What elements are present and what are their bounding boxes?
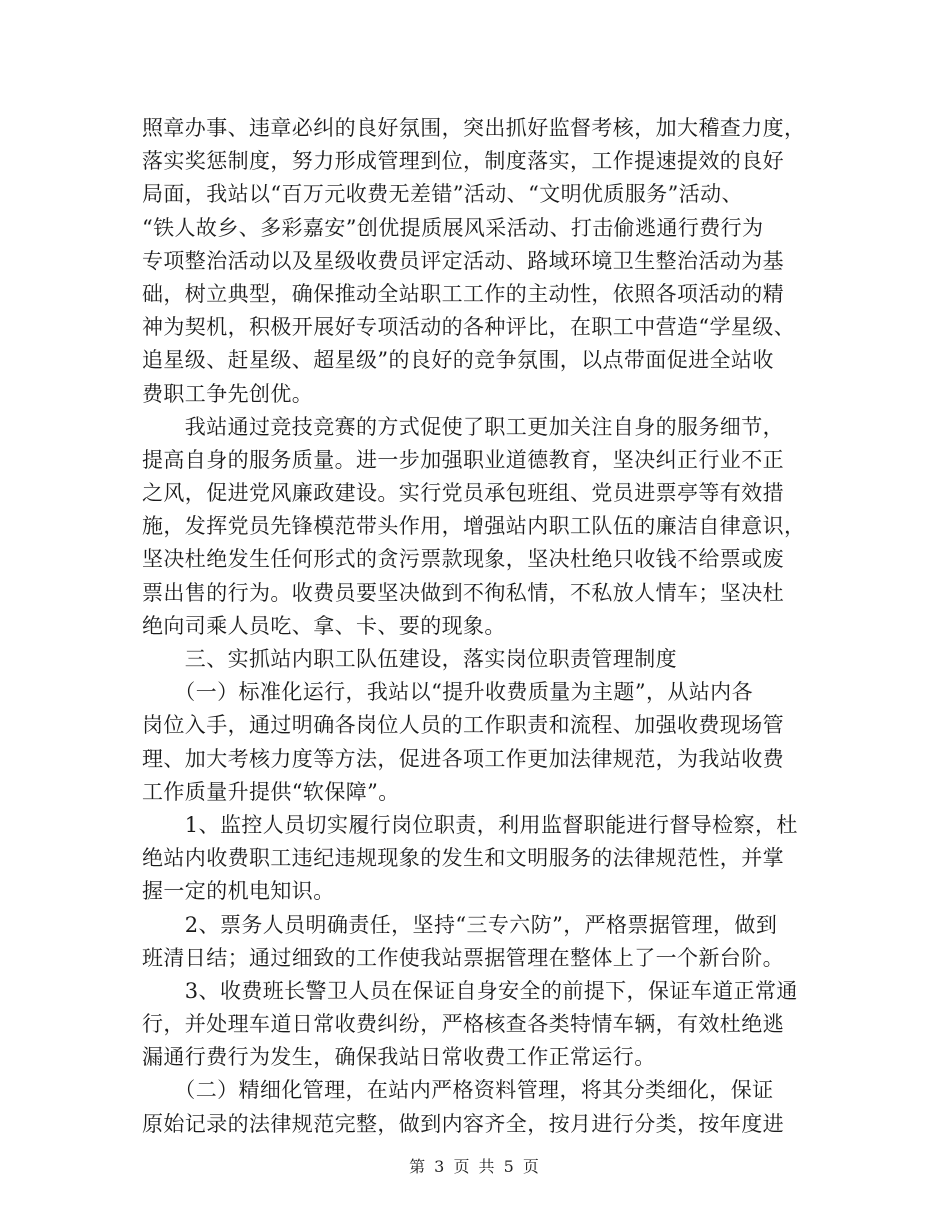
text-line: 础，树立典型，确保推动全站职工工作的主动性，依照各项活动的精 — [142, 281, 784, 306]
body-text — [142, 112, 810, 1141]
text-line: 握一定的机电知识。 — [142, 879, 335, 904]
page-number-footer: 第 3 页 共 5 页 — [409, 1157, 541, 1176]
text-line: 施，发挥党员先锋模范带头作用，增强站内职工队伍的廉洁自律意识， — [142, 514, 806, 539]
text-line: 我站通过竞技竞赛的方式促使了职工更加关注自身的服务细节， — [142, 414, 784, 439]
text-line: 神为契机，积极开展好专项活动的各种评比，在职工中营造“学星级、 — [142, 315, 796, 340]
text-line: （一）标准化运行，我站以“提升收费质量为主题”，从站内各 — [142, 680, 753, 705]
text-line: 之风，促进党风廉政建设。实行党员承包班组、党员进票亭等有效措 — [142, 481, 784, 506]
text-line: 绝站内收费职工违纪违规现象的发生和文明服务的法律规范性，并掌 — [142, 846, 784, 871]
text-line: “铁人故乡、多彩嘉安”创优提质展风采活动、打击偷逃通行费行为 — [142, 215, 764, 240]
text-line: 3、收费班长警卫人员在保证自身安全的前提下，保证车道正常通 — [142, 978, 798, 1003]
text-line: 费职工争先创优。 — [142, 381, 314, 406]
text-line: 提高自身的服务质量。进一步加强职业道德教育，坚决纠正行业不正 — [142, 447, 784, 472]
text-line: 照章办事、违章必纠的良好氛围，突出抓好监督考核，加大稽查力度， — [142, 116, 806, 140]
text-line: 票出售的行为。收费员要坚决做到不徇私情，不私放人情车；坚决杜 — [142, 580, 784, 605]
text-line: 局面，我站以“百万元收费无差错”活动、“文明优质服务”活动、 — [142, 182, 743, 207]
text-line: 岗位入手，通过明确各岗位人员的工作职责和流程、加强收费现场管 — [142, 713, 784, 738]
text-line: 班清日结；通过细致的工作使我站票据管理在整体上了一个新台阶。 — [142, 945, 784, 970]
text-line: （二）精细化管理，在站内严格资料管理，将其分类细化，保证 — [142, 1078, 774, 1103]
text-line: 专项整治活动以及星级收费员评定活动、路域环境卫生整治活动为基 — [142, 248, 784, 273]
text-line: 工作质量升提供“软保障”。 — [142, 779, 400, 804]
text-line: 落实奖惩制度，努力形成管理到位，制度落实，工作提速提效的良好 — [142, 149, 784, 174]
text-line: 坚决杜绝发生任何形式的贪污票款现象，坚决杜绝只收钱不给票或废 — [142, 547, 784, 572]
text-line: 2、票务人员明确责任，坚持“三专六防”，严格票据管理，做到 — [142, 912, 778, 937]
section-heading: 三、实抓站内职工队伍建设，落实岗位职责管理制度 — [142, 647, 677, 671]
text-line: 原始记录的法律规范完整，做到内容齐全，按月进行分类，按年度进 — [142, 1111, 784, 1136]
text-line: 漏通行费行为发生，确保我站日常收费工作正常运行。 — [142, 1045, 656, 1070]
text-line: 行，并处理车道日常收费纠纷，严格核查各类特情车辆，有效杜绝逃 — [142, 1012, 784, 1037]
text-line: 追星级、赶星级、超星级”的良好的竞争氛围，以点带面促进全站收 — [142, 348, 774, 373]
text-line: 理、加大考核力度等方法，促进各项工作更加法律规范，为我站收费 — [142, 746, 784, 771]
text-line: 绝向司乘人员吃、拿、卡、要的现象。 — [142, 613, 506, 638]
text-line: 1、监控人员切实履行岗位职责，利用监督职能进行督导检察，杜 — [142, 812, 798, 837]
